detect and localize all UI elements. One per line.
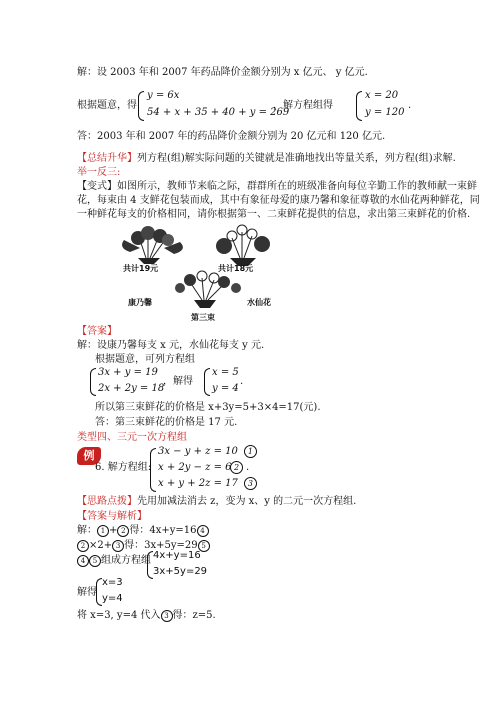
- summary-tag: 【总结升华】: [77, 153, 137, 164]
- result: x=3: [102, 577, 123, 588]
- solve-prefix: ，解方程组得: [273, 100, 333, 111]
- hint-text: 先用加减法消去 z，变为 x、y 的二元一次方程组.: [137, 496, 357, 507]
- variant-line: 花，每束由 4 支鲜花包装而成，其中有象征母爱的康乃馨和象征尊敬的水仙花两种鲜花，同: [77, 195, 480, 206]
- type-title: 类型四、三元一次方程组: [77, 432, 187, 443]
- answer-tag: 【答案】: [77, 326, 117, 337]
- bouquet-1-image: [122, 226, 183, 264]
- equation-row: [158, 445, 257, 458]
- brace: [150, 448, 156, 492]
- circled-number: 3: [112, 540, 124, 552]
- example-label: 6. 解方程组:: [95, 462, 152, 473]
- analysis-line: [77, 609, 216, 622]
- text: 得：3x+5y=29: [124, 540, 198, 551]
- result: y=4: [102, 593, 123, 604]
- hint: [77, 495, 356, 508]
- equation: 3x + y = 19: [98, 367, 158, 378]
- variant-tag: 【变式】: [77, 181, 117, 192]
- equation-row: [158, 461, 243, 474]
- third-price: 所以第三束鲜花的价格是 x+3y=5+3×4=17(元).: [95, 402, 321, 413]
- solution-intro: 解：设 2003 年和 2007 年药品降价金额分别为 x 亿元、 y 亿元.: [77, 67, 368, 78]
- result: y = 4: [212, 383, 239, 394]
- final-answer: 答：第三束鲜花的价格是 17 元.: [95, 417, 238, 428]
- bouquet-2-image: [216, 225, 270, 266]
- punct: .: [408, 100, 412, 111]
- hint-tag: 【思路点拨】: [77, 496, 137, 507]
- equation: x + 2y − z = 6: [158, 462, 232, 473]
- result: x = 20: [365, 90, 399, 101]
- example-badge: 例: [77, 447, 101, 465]
- bouquet-1-label: 共计19元: [123, 264, 159, 273]
- punct: .: [240, 376, 244, 387]
- summary: [77, 152, 456, 165]
- solve-prefix: ，解得: [163, 376, 193, 387]
- extension-title: 举一反三:: [77, 167, 121, 178]
- answer-line: 答：2003 年和 2007 年的药品降价金额分别为 20 亿元和 120 亿元.: [77, 131, 386, 142]
- circled-number: 1: [97, 525, 109, 537]
- circled-number: 5: [89, 555, 101, 567]
- carnation-label: 康乃馨: [128, 298, 152, 307]
- variant-line: 一种鲜花每支的价格相同，请你根据第一、二束鲜花提供的信息，求出第三束鲜花的价格.: [77, 209, 471, 220]
- circled-number: 1: [244, 445, 257, 458]
- circled-number: 2: [117, 525, 129, 537]
- text: 得：4x+y=16: [129, 525, 197, 536]
- equation: 3x+5y=29: [153, 566, 208, 577]
- circled-number: 2: [77, 540, 89, 552]
- variant-text: 如图所示，教师节来临之际，群群所在的班级准备向每位辛勤工作的教师献一束鲜: [117, 181, 477, 192]
- answer-setup: 根据题意，可列方程组: [95, 354, 195, 365]
- equation: y = 6x: [147, 90, 180, 101]
- setup-prefix: 根据题意，得: [77, 100, 137, 111]
- bouquet-2-label: 共计18元: [218, 264, 254, 273]
- text: 将 x=3, y=4 代入: [77, 610, 161, 621]
- text: 解：: [77, 525, 97, 536]
- result: y = 120: [365, 107, 405, 118]
- equation: 4x+y=16: [153, 550, 201, 561]
- analysis-line: [77, 554, 151, 567]
- answer-intro: 解：设康乃馨每支 x 元，水仙花每支 y 元.: [77, 340, 265, 351]
- circled-number: 4: [197, 525, 209, 537]
- analysis-line: 解： 1 + 2 得：4x+y=16 4: [77, 524, 209, 537]
- punct: .: [246, 462, 250, 473]
- circled-number: 2: [230, 461, 243, 474]
- analysis-line: 2 ×2+ 3 得：3x+5y=29 5: [77, 539, 210, 552]
- narcissus-label: 水仙花: [247, 298, 271, 307]
- text: 得：z=5.: [172, 610, 216, 621]
- circled-number: 3: [244, 477, 257, 490]
- equation-row: [158, 477, 257, 490]
- brace: [204, 368, 210, 396]
- solve-prefix: 解得: [77, 587, 97, 598]
- bouquet-3-image: [175, 271, 241, 308]
- circled-number: 4: [77, 555, 89, 567]
- circled-number: 5: [198, 540, 210, 552]
- equation: 3x − y + z = 10: [158, 446, 238, 457]
- brace: [356, 91, 362, 121]
- circled-number: 3: [161, 610, 173, 622]
- result: x = 5: [212, 367, 239, 378]
- summary-text: 列方程(组)解实际问题的关键就是准确地找出等量关系，列方程(组)求解.: [137, 153, 456, 164]
- analysis-tag: 【答案与解析】: [77, 511, 147, 522]
- bouquet-3-label: 第三束: [191, 313, 215, 322]
- equation: 2x + 2y = 18: [98, 383, 165, 394]
- brace: [138, 91, 144, 121]
- brace: [90, 368, 96, 396]
- equation: x + y + 2z = 17: [158, 478, 238, 489]
- equation: 54 + x + 35 + 40 + y = 269: [147, 107, 290, 118]
- variant-line: [77, 180, 477, 193]
- text: 组成方程组: [101, 555, 151, 566]
